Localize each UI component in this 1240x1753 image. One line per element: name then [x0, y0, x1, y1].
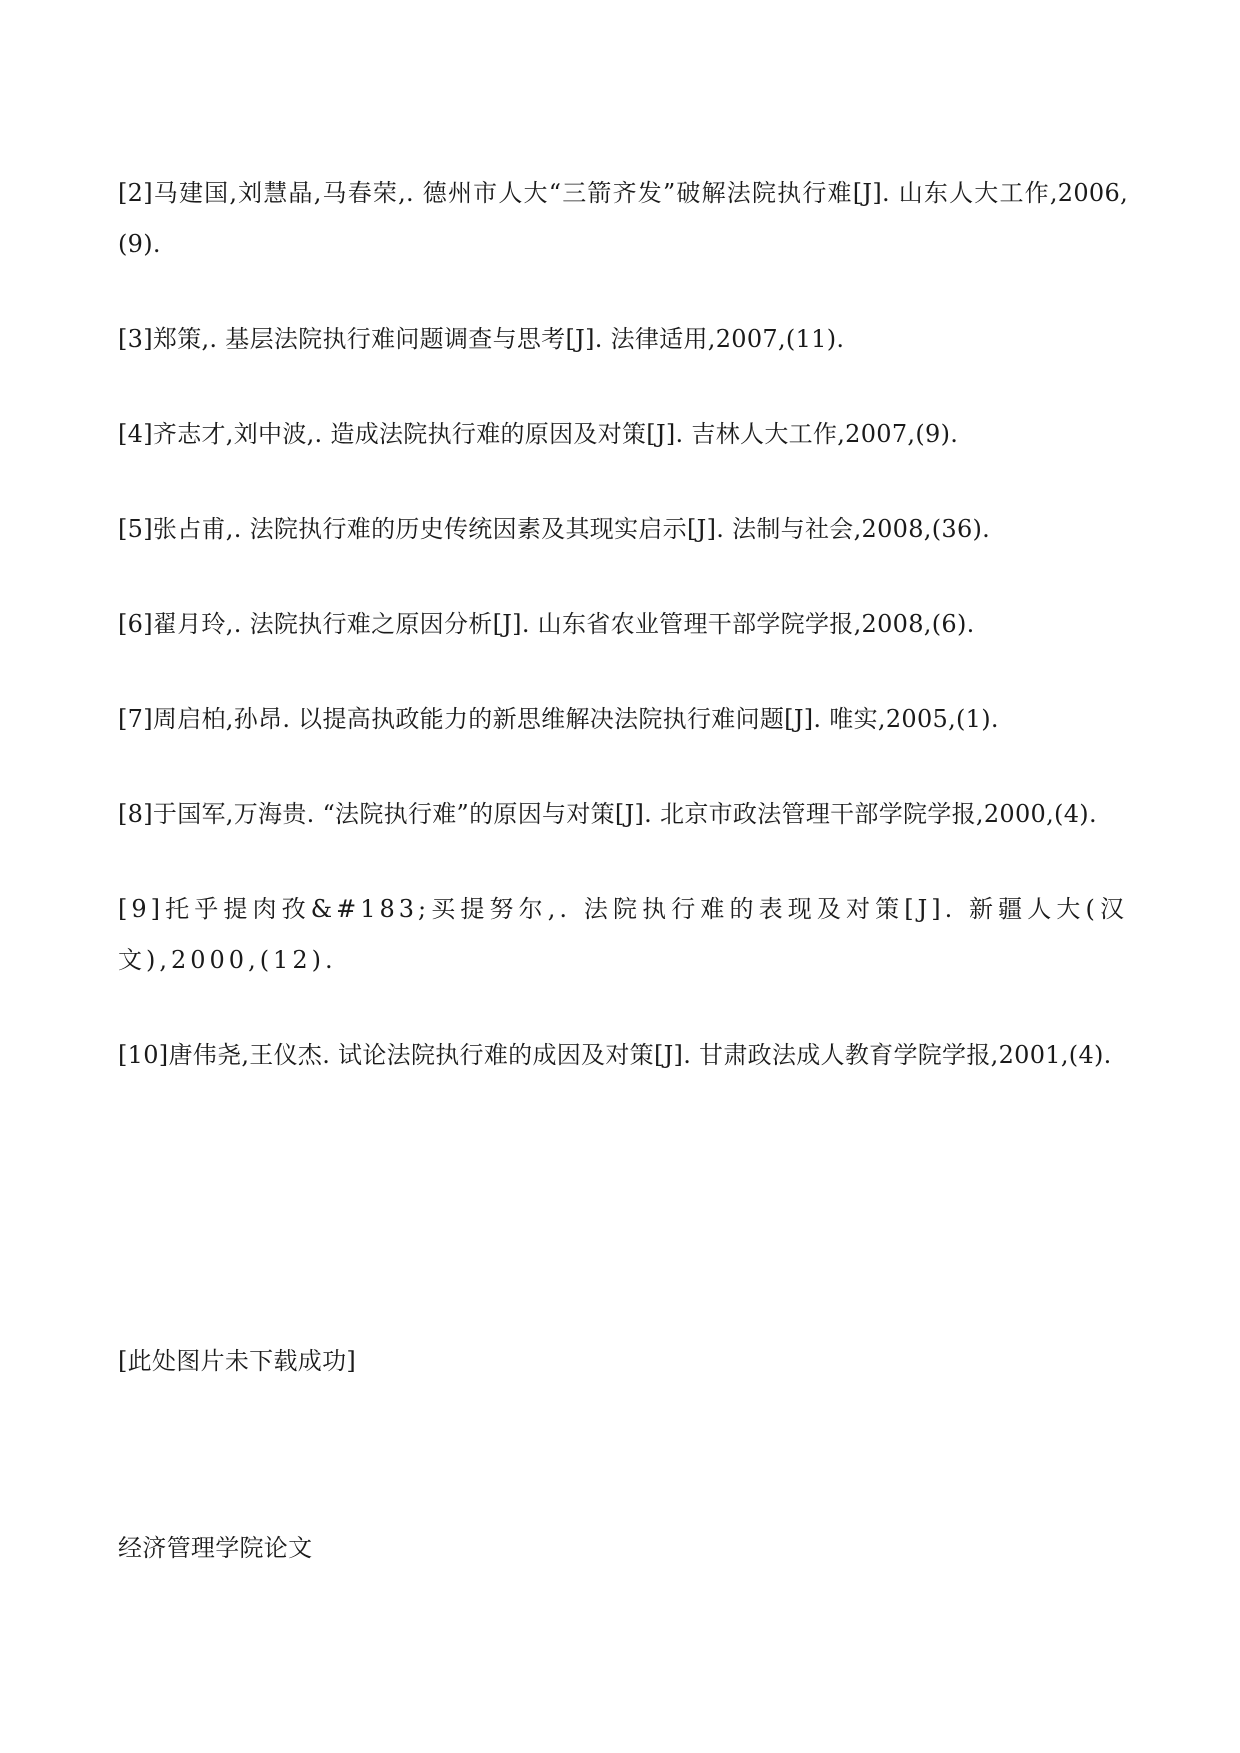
reference-item-9: [9]托乎提肉孜&#183;买提努尔,. 法院执行难的表现及对策[J]. 新疆人大(汉文),2000,(12). [118, 895, 1128, 974]
image-placeholder-text: [此处图片未下载成功] [118, 1347, 357, 1375]
reference-item-3: [3]郑策,. 基层法院执行难问题调查与思考[J]. 法律适用,2007,(11). [118, 325, 845, 353]
reference-item-10: [10]唐伟尧,王仪杰. 试论法院执行难的成因及对策[J]. 甘肃政法成人教育学院学报,2001,(4). [118, 1041, 1112, 1069]
reference-item-5: [5]张占甫,. 法院执行难的历史传统因素及其现实启示[J]. 法制与社会,2008,(36). [118, 515, 991, 543]
reference-item-8: [8]于国军,万海贵. “法院执行难”的原因与对策[J]. 北京市政法管理干部学院学报,2000,(4). [118, 800, 1097, 828]
reference-item-6: [6]翟月玲,. 法院执行难之原因分析[J]. 山东省农业管理干部学院学报,2008,(6). [118, 610, 975, 638]
reference-item-2: [2]马建国,刘慧晶,马春荣,. 德州市人大“三箭齐发”破解法院执行难[J]. 山东人大工作,2006,(9). [118, 179, 1128, 258]
reference-item-7: [7]周启柏,孙昂. 以提高执政能力的新思维解决法院执行难问题[J]. 唯实,2005,(1). [118, 705, 999, 733]
reference-item-4: [4]齐志才,刘中波,. 造成法院执行难的原因及对策[J]. 吉林人大工作,2007,(9). [118, 420, 959, 448]
footer-text: 经济管理学院论文 [118, 1534, 313, 1562]
reference-list [118, 168, 1128, 1125]
